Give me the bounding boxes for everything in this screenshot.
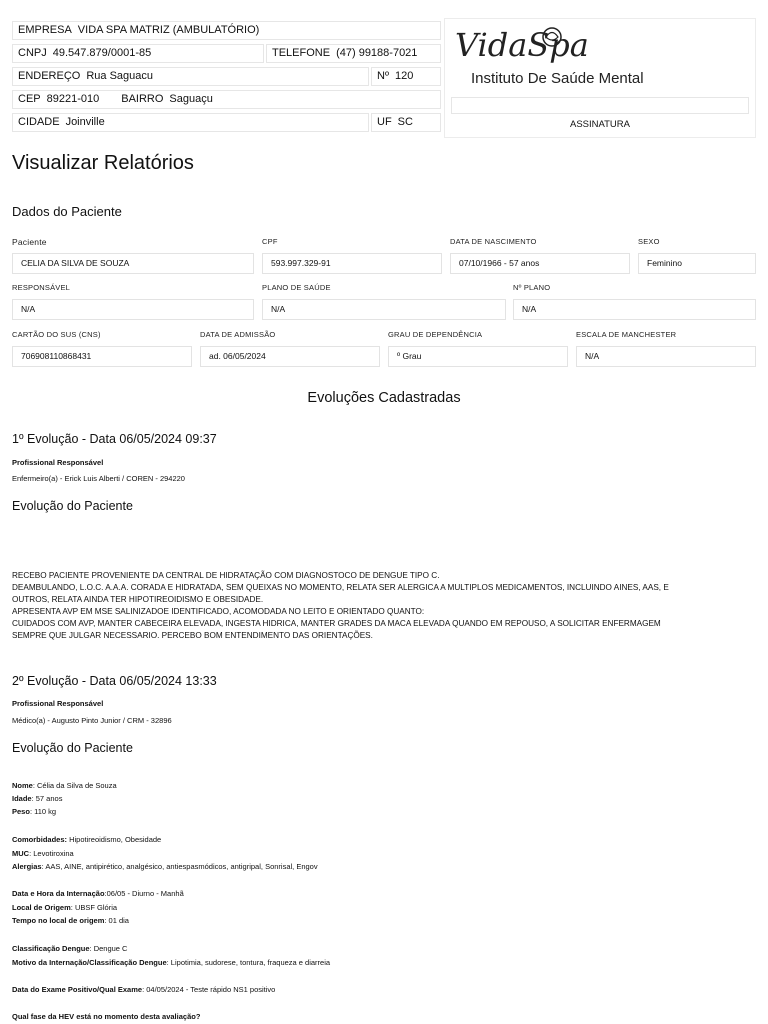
assinatura-label: ASSINATURA	[569, 119, 630, 130]
endereco-value: Rua Saguacu	[86, 70, 154, 82]
telefone-label: TELEFONE	[272, 47, 331, 59]
admissao-field: ad. 06/05/2024	[200, 346, 380, 367]
evolutions-title: Evoluções Cadastradas	[307, 390, 461, 406]
evolution-1-line: OUTROS, RELATA AINDA TER HIPOTIREOIDISMO E OBESIDADE.	[12, 595, 264, 604]
cnpj-value: 49.547.879/0001-85	[52, 47, 152, 59]
bairro-label: BAIRRO	[121, 93, 164, 105]
evolution-1-line: RECEBO PACIENTE PROVENIENTE DA CENTRAL DE HIDRATAÇÃO COM DIAGNOSTOCO DE DENGUE TIPO C.	[12, 571, 440, 580]
evolution-1-text	[12, 570, 762, 642]
cep-value: 89221-010	[46, 93, 100, 105]
telefone-row	[266, 44, 441, 63]
cpf-field: 593.997.329-91	[262, 253, 442, 274]
numero-row	[371, 67, 441, 86]
plano-label: PLANO DE SAÚDE	[262, 283, 331, 292]
empresa-label: EMPRESA	[18, 24, 72, 36]
uf-value: SC	[397, 116, 413, 128]
evo2-nome: Nome: Célia da Silva de Souza	[12, 781, 117, 790]
admissao-label: DATA DE ADMISSÃO	[200, 330, 276, 339]
uf-label: UF	[377, 116, 392, 128]
evolution-1-heading: 1º Evolução - Data 06/05/2024 09:37	[12, 432, 217, 446]
cpf-label: CPF	[262, 237, 278, 246]
uf-row	[371, 113, 441, 132]
num-plano-field: N/A	[513, 299, 756, 320]
page-title: Visualizar Relatórios	[12, 152, 194, 174]
manchester-field: N/A	[576, 346, 756, 367]
plano-field: N/A	[262, 299, 506, 320]
numero-value: 120	[394, 70, 414, 82]
num-plano-label: Nº PLANO	[513, 283, 551, 292]
cidade-row	[12, 113, 369, 132]
paciente-label: Paciente	[12, 237, 47, 247]
grau-field: º Grau	[388, 346, 568, 367]
evolution-2-prof-label: Profissional Responsável	[12, 699, 104, 708]
evo2-motivo: Motivo da Internação/Classificação Dengue: Lipotimia, sudorese, tontura, fraqueza e diarreia	[12, 958, 331, 967]
evolution-1-prof: Enfermeiro(a) - Erick Luis Alberti / COREN - 294220	[12, 474, 185, 483]
evolution-1-line: CUIDADOS COM AVP, MANTER CABECEIRA ELEVADA, INGESTA HIDRICA, MANTER GRADES DA MACA ELEVADA QUANDO EM REPOUSO, A SOLICITAR ENFERMAGEM	[12, 619, 661, 628]
evolution-2-prof: Médico(a) - Augusto Pinto Junior / CRM - 32896	[12, 716, 172, 725]
evo2-origem: Local de Origem: UBSF Glória	[12, 903, 118, 912]
empresa-value: VIDA SPA MATRIZ (AMBULATÓRIO)	[77, 24, 260, 36]
nascimento-label: DATA DE NASCIMENTO	[450, 237, 537, 246]
evo2-idade: Idade: 57 anos	[12, 794, 63, 803]
endereco-label: ENDEREÇO	[18, 70, 81, 82]
paciente-field: CELIA DA SILVA DE SOUZA	[12, 253, 254, 274]
evolution-1-title: Evolução do Paciente	[12, 499, 133, 513]
evo2-tempo: Tempo no local de origem: 01 dia	[12, 916, 129, 925]
evo2-exame: Data do Exame Positivo/Qual Exame: 04/05/2024 - Teste rápido NS1 positivo	[12, 985, 276, 994]
evolution-2-heading: 2º Evolução - Data 06/05/2024 13:33	[12, 674, 217, 688]
cnpj-row	[12, 44, 264, 63]
grau-label: GRAU DE DEPENDÊNCIA	[388, 330, 483, 339]
evolution-2-title: Evolução do Paciente	[12, 741, 133, 755]
manchester-label: ESCALA DE MANCHESTER	[576, 330, 677, 339]
evo2-comorbidades: Comorbidades: Hipotireoidismo, Obesidade	[12, 835, 162, 844]
evo2-classificacao: Classificação Dengue: Dengue C	[12, 944, 128, 953]
cidade-value: Joinville	[65, 116, 105, 128]
responsavel-field: N/A	[12, 299, 254, 320]
cnpj-label: CNPJ	[18, 47, 47, 59]
evo2-alergias: Alergias: AAS, AINE, antipirético, analgésico, antiespasmódicos, antigripal, Sonrisal, Engov	[12, 862, 318, 871]
cep-row	[12, 90, 441, 109]
endereco-row	[12, 67, 369, 86]
signature-line	[451, 97, 749, 114]
sexo-field: Feminino	[638, 253, 756, 274]
telefone-value: (47) 99188-7021	[336, 47, 418, 59]
bairro-value: Saguaçu	[169, 93, 213, 105]
logo-panel	[444, 18, 756, 138]
evo2-fase: Qual fase da HEV está no momento desta avaliação?	[12, 1012, 201, 1021]
logo-subtitle: Instituto De Saúde Mental	[471, 70, 644, 87]
evolution-1-line: DEAMBULANDO, L.O.C. A.A.A. CORADA E HIDRATADA, SEM QUEIXAS NO MOMENTO, RELATA SER ALERGICA A MULTIPLOS MEDICAMENTOS, INCLUINDO AINES, AAS, E	[12, 583, 669, 592]
empresa-row	[12, 21, 441, 40]
sexo-label: SEXO	[638, 237, 660, 246]
responsavel-label: RESPONSÁVEL	[12, 283, 71, 292]
numero-label: Nº	[377, 70, 389, 82]
evo2-internacao: Data e Hora da Internação:06/05 - Diurno - Manhã	[12, 889, 184, 898]
evolution-1-line: SEMPRE QUE JULGAR NECESSARIO. PERCEBO BOM ENTENDIMENTO DAS ORIENTAÇÕES.	[12, 631, 373, 640]
logo-wordmark: VidaSpa	[455, 26, 589, 64]
nascimento-field: 07/10/1966 - 57 anos	[450, 253, 630, 274]
cidade-label: CIDADE	[18, 116, 60, 128]
cns-field: 706908110868431	[12, 346, 192, 367]
cep-label: CEP	[18, 93, 41, 105]
evo2-peso: Peso: 110 kg	[12, 807, 57, 816]
evolution-1-prof-label: Profissional Responsável	[12, 458, 104, 467]
evolution-1-line: APRESENTA AVP EM MSE SALINIZADOE IDENTIFICADO, ACOMODADA NO LEITO E ORIENTADO QUANTO:	[12, 607, 425, 616]
patient-section-title: Dados do Paciente	[12, 204, 122, 219]
evo2-muc: MUC: Levotiroxina	[12, 849, 74, 858]
cns-label: CARTÃO DO SUS (CNS)	[12, 330, 101, 339]
vidaspa-logo	[445, 19, 755, 93]
